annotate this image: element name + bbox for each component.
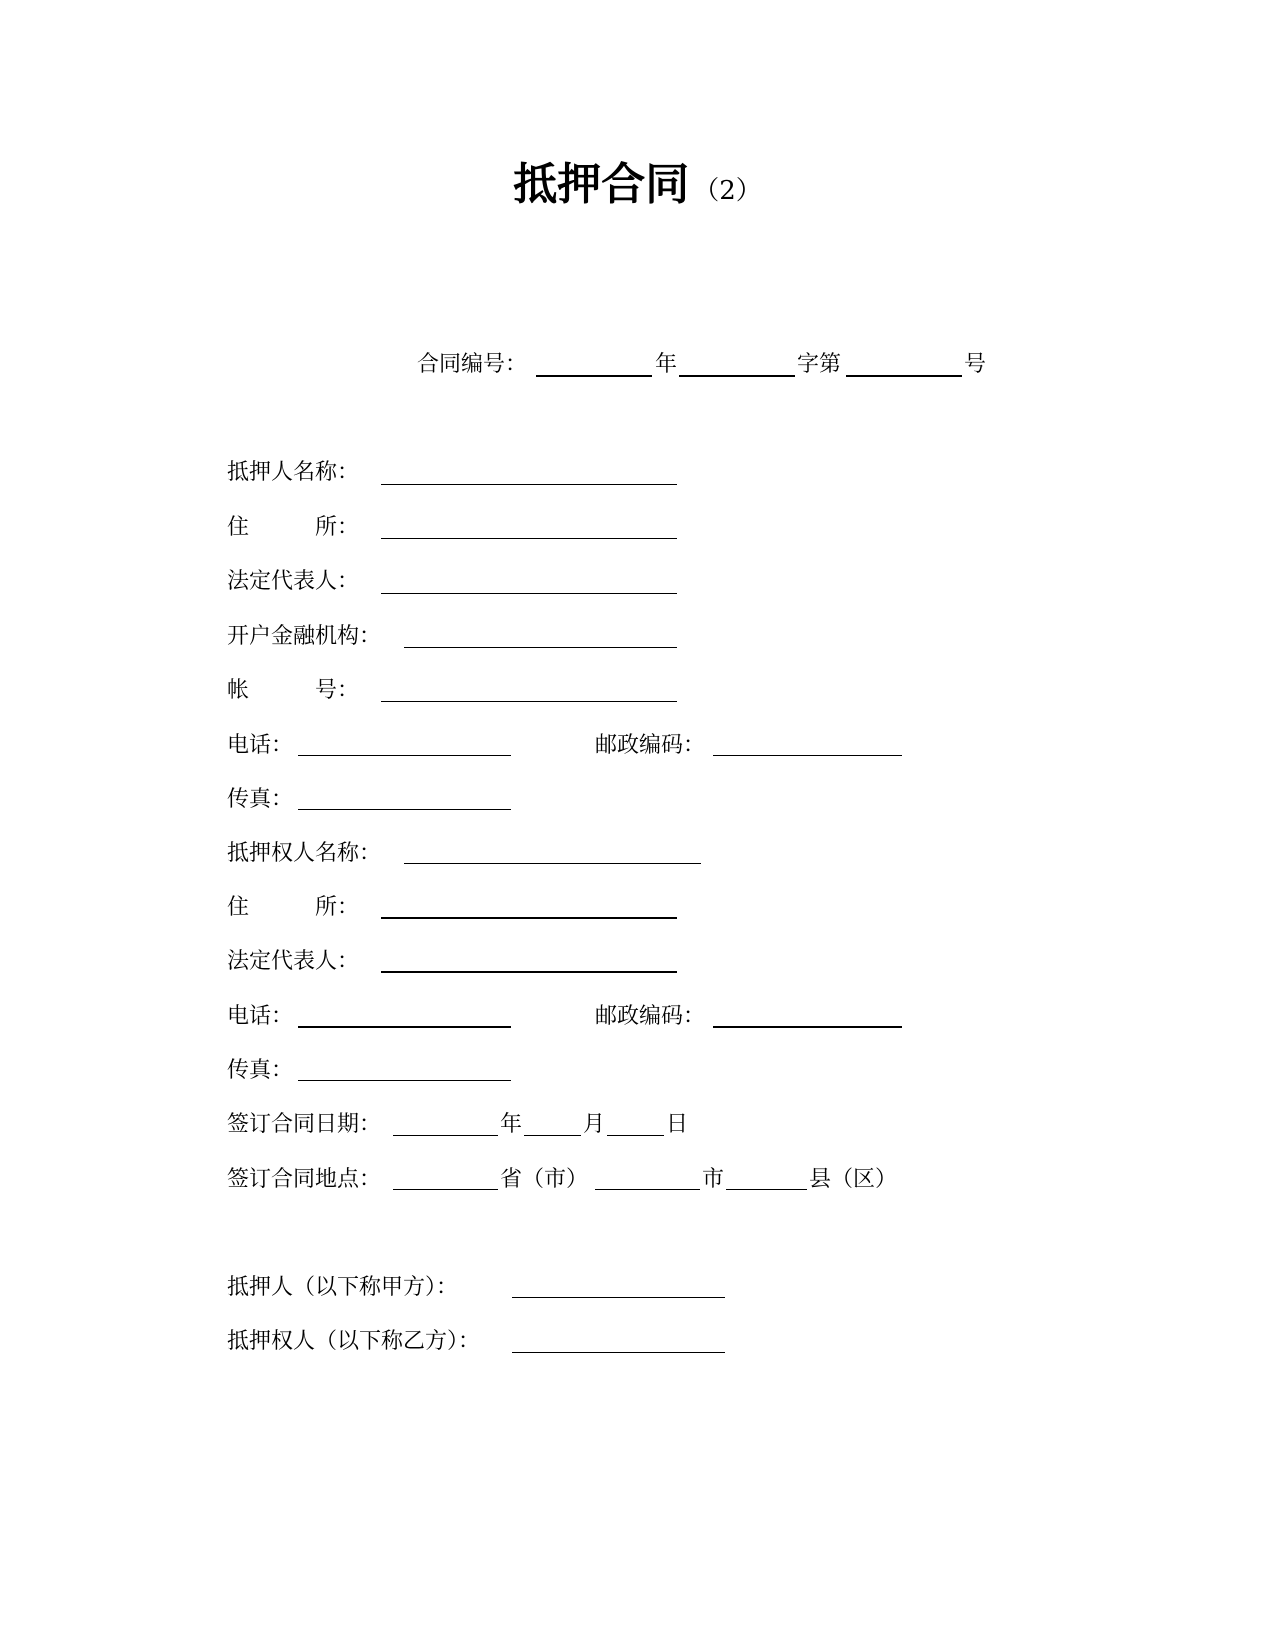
contract-no-year-blank[interactable] bbox=[536, 375, 652, 377]
sign-date-year-text: 年 bbox=[500, 1112, 523, 1137]
party-b-label: 抵押权人（以下称乙方）： bbox=[227, 1329, 481, 1354]
mortgagor-postcode-blank[interactable] bbox=[713, 755, 902, 756]
mortgagor-account-label: 帐 号： bbox=[227, 678, 360, 703]
sign-place-label: 签订合同地点： bbox=[227, 1167, 382, 1192]
sign-place-city-blank[interactable] bbox=[595, 1189, 700, 1190]
contract-no-number-blank[interactable] bbox=[846, 375, 962, 377]
title-main: 抵押合同 bbox=[513, 159, 690, 210]
mortgagor-postcode-label: 邮政编码： bbox=[595, 733, 706, 758]
contract-no-label: 合同编号： bbox=[417, 352, 528, 377]
sign-date-year-blank[interactable] bbox=[393, 1135, 498, 1136]
mortgagee-phone-label: 电话： bbox=[227, 1004, 294, 1029]
mortgagee-fax-blank[interactable] bbox=[298, 1080, 511, 1081]
sign-place-county-text: 县（区） bbox=[809, 1167, 898, 1192]
party-a-label: 抵押人（以下称甲方）： bbox=[227, 1275, 459, 1300]
sign-date-day-text: 日 bbox=[666, 1112, 689, 1137]
mortgagor-legal-rep-label: 法定代表人： bbox=[227, 569, 360, 594]
mortgagee-postcode-blank[interactable] bbox=[713, 1026, 902, 1028]
title-sub: （2） bbox=[693, 176, 762, 206]
sign-date-month-text: 月 bbox=[583, 1112, 606, 1137]
mortgagee-legal-rep-label: 法定代表人： bbox=[227, 949, 360, 974]
mortgagor-bank-blank[interactable] bbox=[404, 647, 677, 648]
mortgagor-address-blank[interactable] bbox=[381, 538, 677, 539]
sign-date-label: 签订合同日期： bbox=[227, 1112, 382, 1137]
mortgagee-address-blank[interactable] bbox=[381, 917, 677, 919]
mortgagee-address-label: 住 所： bbox=[227, 895, 360, 920]
mortgagor-phone-label: 电话： bbox=[227, 733, 294, 758]
mortgagee-name-label: 抵押权人名称： bbox=[227, 841, 382, 866]
mortgagee-postcode-label: 邮政编码： bbox=[595, 1004, 706, 1029]
mortgagor-name-blank[interactable] bbox=[381, 484, 677, 485]
contract-no-word-text: 字第 bbox=[797, 352, 842, 377]
mortgagor-account-blank[interactable] bbox=[381, 701, 677, 702]
mortgagor-phone-blank[interactable] bbox=[298, 755, 511, 756]
mortgagee-fax-label: 传真： bbox=[227, 1058, 294, 1083]
sign-place-city-text: 市 bbox=[702, 1167, 725, 1192]
mortgagor-name-label: 抵押人名称： bbox=[227, 460, 360, 485]
sign-date-day-blank[interactable] bbox=[607, 1135, 664, 1136]
mortgagor-fax-blank[interactable] bbox=[298, 809, 511, 810]
contract-no-year-text: 年 bbox=[655, 352, 678, 377]
party-a-blank[interactable] bbox=[512, 1297, 725, 1298]
sign-date-month-blank[interactable] bbox=[524, 1135, 581, 1136]
contract-no-word-blank[interactable] bbox=[679, 375, 795, 377]
mortgagee-legal-rep-blank[interactable] bbox=[381, 971, 677, 973]
mortgagee-phone-blank[interactable] bbox=[298, 1026, 511, 1028]
mortgagor-bank-label: 开户金融机构： bbox=[227, 624, 382, 649]
sign-place-county-blank[interactable] bbox=[726, 1189, 807, 1190]
mortgagor-address-label: 住 所： bbox=[227, 515, 360, 540]
party-b-blank[interactable] bbox=[512, 1352, 725, 1353]
mortgagee-name-blank[interactable] bbox=[404, 863, 701, 864]
mortgagor-legal-rep-blank[interactable] bbox=[381, 593, 677, 594]
sign-place-province-blank[interactable] bbox=[393, 1189, 498, 1190]
contract-no-number-text: 号 bbox=[964, 352, 987, 377]
document-title bbox=[0, 148, 1275, 212]
mortgagor-fax-label: 传真： bbox=[227, 787, 294, 812]
sign-place-province-text: 省（市） bbox=[500, 1167, 589, 1192]
